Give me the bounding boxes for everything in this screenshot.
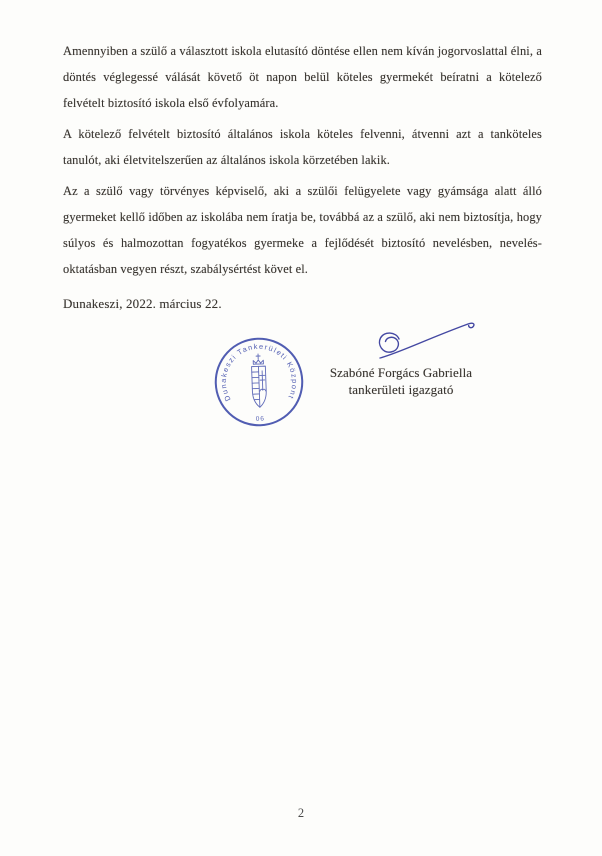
stamp-ring-text: Dunakeszi Tankerületi Központ [218,341,300,403]
official-stamp [211,334,306,429]
paragraph-3: Az a szülő vagy törvényes képviselő, aki a szülői felügyelete vagy gyámsága alatt álló gyermeket kellő időben az iskolába nem íratja be, továbbá az a szülő, aki nem biztosítja, hogy súlyos és halmozottan fogyatékos gyermeke a fejlődését biztosító nevelésben, nevelés-oktatásban vegyen részt, szabálysértést követ el. [63,184,542,276]
hungarian-coat-of-arms-icon [251,354,267,408]
signature-block [312,364,490,398]
signature-strokes [379,323,473,358]
handwritten-signature [372,315,482,362]
signer-name: Szabóné Forgács Gabriella [329,365,473,380]
page-number: 2 [297,806,305,820]
dateline: Dunakeszi, 2022. március 22. [63,296,222,311]
stamp-graphic [211,334,306,429]
stamp-number: 06 [255,415,265,423]
paragraph-1: Amennyiben a szülő a választott iskola elutasító döntése ellen nem kíván jogorvoslattal élni, a döntés véglegessé válását követő öt napon belül köteles gyermekét beíratni a kötelező felvételt biztosító iskola első évfolyamára. [63,44,542,110]
paragraph-2: A kötelező felvételt biztosító általános iskola köteles felvenni, átvenni azt a tanköteles tanulót, aki életvitelszerűen az általános iskola körzetében lakik. [63,127,542,167]
letter-body [63,38,542,287]
signer-title: tankerületi igazgató [348,382,454,397]
